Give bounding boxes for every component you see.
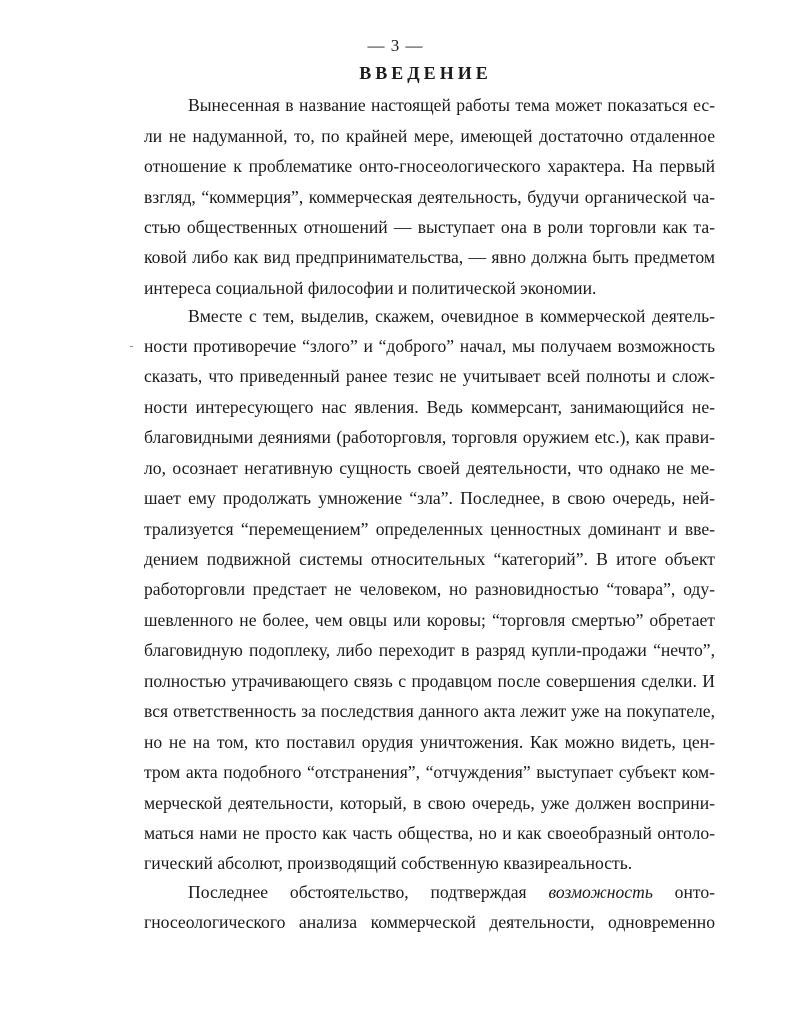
text-line: отношение к проблематике онто-гносеологического характера. На первый xyxy=(144,156,715,176)
page-number: — 3 — xyxy=(367,36,424,55)
text-line: ли не надуманной, то, по крайней мере, имеющей достаточно отдаленное xyxy=(144,126,715,146)
text-line: полностью утрачивающего связь с продавцом после совершения сделки. И xyxy=(144,671,715,691)
text-line: работорговли предстает не человеком, но разновидностью “товара”, оду- xyxy=(144,579,715,599)
text-line: сказать, что приведенный ранее тезис не учитывает всей полноты и слож- xyxy=(144,366,715,386)
text-line: благовидными деяниями (работорговля, торговля оружием etc.), как прави- xyxy=(144,427,715,447)
text-line: ло, осознает негативную сущность своей деятельности, что однако не ме- xyxy=(144,458,715,478)
text-line: тром акта подобного “отстранения”, “отчуждения” выступает субъект ком- xyxy=(144,762,715,782)
text-line: гносеологического анализа коммерческой деятельности, одновременно xyxy=(144,912,715,932)
margin-mark xyxy=(130,346,133,347)
section-heading: ВВЕДЕНИЕ xyxy=(359,63,492,83)
text-line: трализуется “перемещением” определенных ценностных доминант и вве- xyxy=(144,519,715,539)
text-line: дением подвижной системы относительных “категорий”. В итоге объект xyxy=(144,549,715,569)
text-line: шевленного не более, чем овцы или коровы; “торговля смертью” обретает xyxy=(144,610,715,630)
text-line: ковой либо как вид предпринимательства, — явно должна быть предметом xyxy=(144,247,715,267)
text-span: Последнее обстоятельство, подтверждая xyxy=(188,882,527,902)
text-line: Вместе с тем, выделив, скажем, очевидное в коммерческой деятель- xyxy=(188,306,715,326)
text-line: ности противоречие “злого” и “доброго” начал, мы получаем возможность xyxy=(144,336,715,356)
text-line: благовидную подоплеку, либо переходит в разряд купли-продажи “нечто”, xyxy=(144,640,715,660)
text-line: маться нами не просто как часть общества, но и как своеобразный онтоло- xyxy=(144,823,715,843)
text-span: онто- xyxy=(674,882,715,902)
text-line: гический абсолют, производящий собственную квазиреальность. xyxy=(144,853,633,873)
text-line: вся ответственность за последствия данного акта лежит уже на покупателе, xyxy=(144,701,715,721)
text-line: взгляд, “коммерция”, коммерческая деятельность, будучи органической ча- xyxy=(144,187,715,207)
text-line: стью общественных отношений — выступает она в роли торговли как та- xyxy=(144,217,715,237)
text-line: ности интересующего нас явления. Ведь коммерсант, занимающийся не- xyxy=(144,397,715,417)
text-line: мерческой деятельности, который, в свою очередь, уже должен восприни- xyxy=(144,793,715,813)
text-line: интереса социальной философии и политической экономии. xyxy=(144,278,597,298)
text-line xyxy=(188,881,715,903)
text-line: но не на том, кто поставил орудия уничтожения. Как можно видеть, цен- xyxy=(144,732,715,752)
emphasized-word: возможность xyxy=(548,882,653,902)
text-line: шает ему продолжать умножение “зла”. Последнее, в свою очередь, ней- xyxy=(144,488,715,508)
text-line: Вынесенная в название настоящей работы тема может показаться ес- xyxy=(188,95,715,115)
